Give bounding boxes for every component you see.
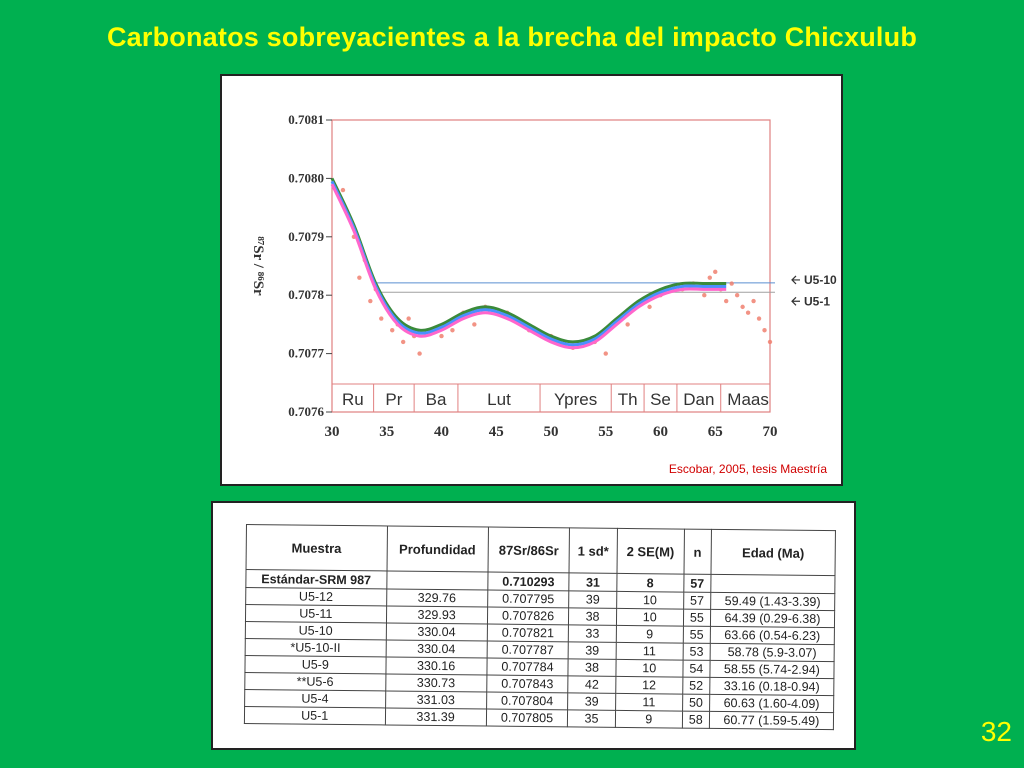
strontium-isotope-chart [222, 76, 841, 484]
y-tick-label: 0.7078 [288, 287, 324, 303]
y-axis-label: ⁸⁷Sr / ⁸⁶Sr [250, 236, 266, 296]
data-point [406, 316, 410, 320]
table-cell: 58.78 (5.9-3.07) [710, 643, 834, 661]
column-header: 1 sd* [569, 528, 617, 573]
data-point [735, 293, 739, 297]
table-cell: 0.707805 [486, 709, 568, 727]
column-header: 87Sr/86Sr [488, 527, 570, 573]
table-cell: 330.04 [386, 623, 487, 641]
x-tick-label: 50 [543, 424, 559, 440]
x-tick-label: 35 [379, 424, 395, 440]
table-cell [711, 574, 835, 593]
table-cell: 330.16 [385, 657, 486, 675]
x-tick-label: 65 [707, 424, 723, 440]
page-number: 32 [980, 716, 1012, 747]
chart-credit: Escobar, 2005, tesis Maestría [668, 462, 827, 476]
x-tick-label: 45 [488, 424, 504, 440]
table-cell: 39 [568, 642, 616, 659]
table-cell: **U5-6 [245, 672, 386, 690]
table-cell: 10 [616, 591, 683, 609]
table-cell: U5-9 [245, 655, 386, 673]
table-body [244, 570, 835, 730]
table-panel [211, 501, 856, 750]
data-point [379, 316, 383, 320]
table-header-row [246, 525, 835, 576]
data-point [439, 334, 443, 338]
table-cell: 60.63 (1.60-4.09) [709, 694, 833, 712]
table-cell: 55 [683, 609, 710, 626]
data-point [625, 322, 629, 326]
table-cell: 10 [616, 659, 683, 677]
table-cell: 12 [615, 676, 682, 694]
table-cell: 0.707826 [487, 607, 569, 625]
stage-label: Th [617, 390, 638, 409]
data-point [341, 188, 345, 192]
table-cell: 54 [683, 660, 710, 677]
data-point [751, 299, 755, 303]
y-tick-label: 0.7076 [288, 404, 324, 419]
table-cell: 55 [683, 626, 710, 643]
data-point [713, 270, 717, 274]
table-cell: 42 [568, 676, 616, 693]
y-tick-label: 0.7077 [288, 345, 324, 361]
data-point [647, 305, 651, 309]
plot-frame [332, 120, 770, 412]
x-tick-label: 40 [434, 424, 449, 440]
reference-arrow-icon [792, 276, 800, 284]
data-point [702, 293, 706, 297]
table-cell: U5-10 [245, 621, 386, 639]
table-cell: 64.39 (0.29-6.38) [710, 609, 834, 627]
table-cell: 53 [683, 643, 710, 660]
table-cell: 38 [568, 659, 616, 676]
stage-label: Ba [425, 390, 447, 409]
data-point [417, 351, 421, 355]
table-cell: 331.39 [385, 708, 486, 726]
series-line [332, 181, 726, 345]
table-cell: 0.707843 [486, 675, 568, 693]
data-point [401, 340, 405, 344]
data-point [740, 305, 744, 309]
data-point [368, 299, 372, 303]
stage-label: Lut [487, 390, 511, 409]
table-cell: 330.73 [385, 674, 486, 692]
table-cell: 52 [683, 677, 710, 694]
table-cell: 0.710293 [488, 572, 570, 591]
column-header: Edad (Ma) [711, 529, 836, 575]
data-point [724, 299, 728, 303]
chart-panel [220, 74, 843, 486]
data-point [450, 328, 454, 332]
data-point [729, 281, 733, 285]
x-tick-label: 70 [762, 424, 778, 440]
table-cell: 329.93 [386, 606, 487, 624]
table-cell: 10 [616, 608, 683, 626]
y-tick-label: 0.7079 [288, 228, 324, 244]
y-tick-label: 0.7080 [288, 170, 324, 186]
data-point [708, 275, 712, 279]
table-cell [386, 571, 487, 590]
table-cell: U5-4 [245, 689, 386, 707]
column-header: Profundidad [387, 526, 489, 572]
table-cell: 39 [569, 591, 617, 608]
table-cell: 59.49 (1.43-3.39) [710, 592, 834, 610]
table-cell: 57 [684, 574, 711, 592]
column-header: n [684, 529, 712, 574]
stage-label: Pr [385, 390, 403, 409]
data-point [390, 328, 394, 332]
table-cell: 9 [615, 710, 682, 728]
reference-arrow-icon [792, 297, 800, 305]
table-cell: 8 [617, 573, 684, 592]
stage-label: Se [650, 390, 671, 409]
stage-label: Maas [727, 390, 769, 409]
data-point [604, 351, 608, 355]
table-cell: 63.66 (0.54-6.23) [710, 626, 834, 644]
table-cell: 39 [568, 693, 616, 710]
table-cell: 33 [569, 625, 617, 642]
table-cell: 11 [615, 693, 682, 711]
table-cell: 331.03 [385, 691, 486, 709]
table-cell: 57 [683, 592, 710, 609]
table-cell: 60.77 (1.59-5.49) [709, 711, 833, 729]
table-cell: 329.76 [386, 589, 487, 607]
table-cell: 0.707821 [487, 624, 569, 642]
slide-title: Carbonatos sobreyacientes a la brecha del impacto Chicxulub [106, 22, 918, 52]
table-cell: 0.707804 [486, 692, 568, 710]
data-point [757, 316, 761, 320]
samples-table [244, 524, 836, 730]
table-cell: U5-12 [246, 588, 387, 606]
table-cell: U5-11 [245, 605, 386, 623]
table-cell: 58 [682, 711, 709, 728]
table-cell: 38 [569, 608, 617, 625]
data-point [357, 275, 361, 279]
table-cell: 0.707784 [487, 658, 569, 676]
data-point [762, 328, 766, 332]
data-point [472, 322, 476, 326]
table-cell: 11 [616, 642, 683, 660]
x-tick-label: 60 [653, 424, 668, 440]
table-cell: 31 [569, 573, 617, 591]
column-header: Muestra [246, 525, 387, 571]
table-cell: 35 [568, 710, 616, 727]
y-tick-label: 0.7081 [288, 112, 324, 127]
x-tick-label: 55 [598, 424, 614, 440]
reference-label: U5-1 [804, 294, 831, 309]
data-point [768, 340, 772, 344]
table-cell: 58.55 (5.74-2.94) [710, 660, 834, 678]
table-cell: *U5-10-II [245, 638, 386, 656]
data-point [746, 311, 750, 315]
table-cell: 33.16 (0.18-0.94) [710, 677, 834, 695]
table-cell: 0.707787 [487, 641, 569, 659]
table-cell: 50 [682, 694, 709, 711]
stage-label: Ypres [554, 390, 598, 409]
table-cell: 0.707795 [487, 590, 569, 608]
table-cell: U5-1 [244, 706, 385, 724]
table-cell: 330.04 [386, 640, 487, 658]
stage-label: Dan [683, 390, 715, 409]
column-header: 2 SE(M) [617, 528, 684, 574]
x-tick-label: 30 [324, 424, 340, 440]
reference-label: U5-10 [804, 272, 837, 287]
stage-label: Ru [341, 390, 364, 409]
table-cell: 9 [616, 625, 683, 643]
table-cell: Estándar-SRM 987 [246, 570, 387, 589]
